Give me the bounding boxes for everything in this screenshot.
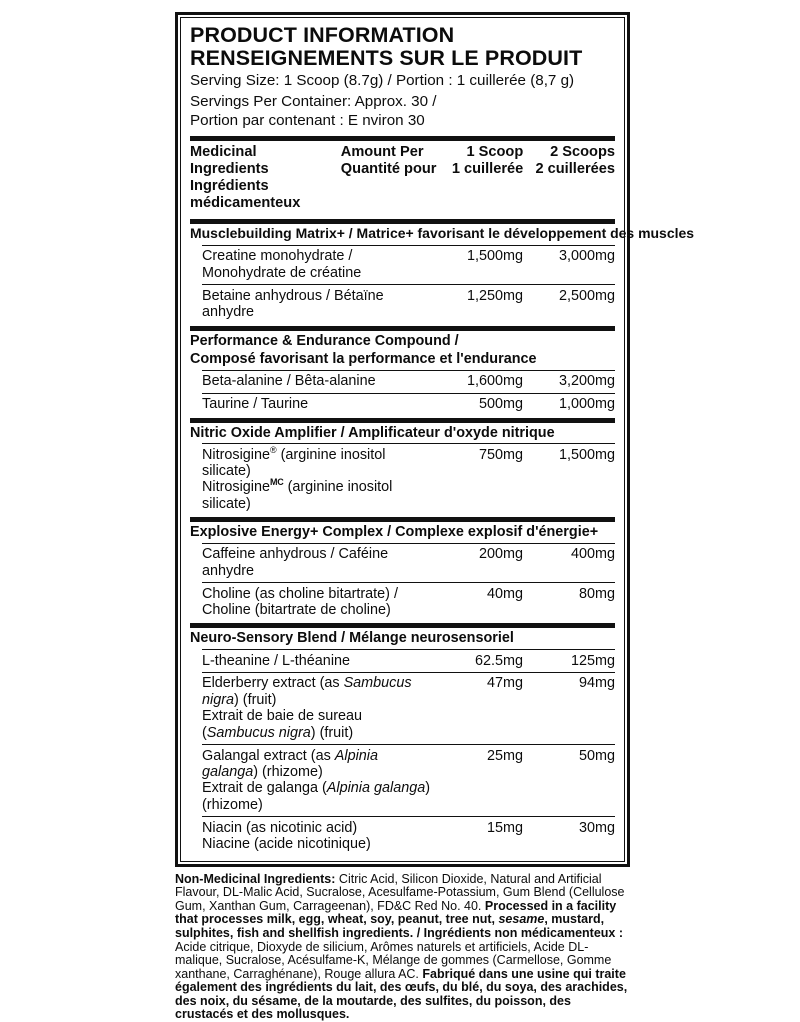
ingredient-section xyxy=(190,628,615,855)
ingredient-amount-1-scoop: 25mg xyxy=(487,747,523,764)
ingredient-section xyxy=(190,224,695,330)
label-title-fr: RENSEIGNEMENTS SUR LE PRODUIT xyxy=(190,46,583,70)
ingredient-amount-2-scoops: 2,500mg xyxy=(558,287,615,304)
ingredient-section xyxy=(190,423,615,523)
section-heading: Nitric Oxide Amplifier / Amplificateur d'oxyde nitrique xyxy=(190,424,555,441)
ingredient-amount-2-scoops: 400mg xyxy=(570,546,615,563)
section-heading: Musclebuilding Matrix+ / Matrice+ favorisant le développement des muscles xyxy=(190,226,695,243)
ingredient-row xyxy=(202,745,615,816)
ingredient-row xyxy=(202,246,615,284)
ingredient-name: Choline (as choline bitartrate) / Choline (bitartrate de choline) xyxy=(202,586,437,619)
ingredient-name-fr: Extrait de baie de sureau (Sambucus nigra) (fruit) xyxy=(202,708,362,741)
ingredient-amount-2-scoops: 30mg xyxy=(579,819,615,836)
ingredient-name: Taurine / Taurine xyxy=(202,396,309,413)
ingredient-name-fr: Extrait de galanga (Alpinia galanga) (rhizome) xyxy=(202,780,431,813)
footnote-allergen-en: Processed in a facility that processes milk, egg, wheat, soy, peanut, tree nut, sesame, mustard, sulphites, fish and shellfish ingredients. xyxy=(175,898,617,940)
ingredient-row xyxy=(202,371,615,393)
footnote-label-en: Non-Medicinal Ingredients: xyxy=(175,871,336,886)
ingredient-amount-1-scoop: 40mg xyxy=(487,585,523,602)
non-medicinal-ingredients xyxy=(175,873,630,1022)
section-heading-line2: Composé favorisant la performance et l'endurance xyxy=(190,351,537,368)
section-rows xyxy=(190,649,615,855)
column-header-scoop1-en: 1 Scoop xyxy=(466,143,524,160)
ingredient-row xyxy=(202,285,615,323)
ingredient-name: Beta-alanine / Bêta-alanine xyxy=(202,373,376,390)
footnote-label-fr: / Ingrédients non médicamenteux : xyxy=(413,925,623,940)
ingredient-name: Elderberry extract (as Sambucus nigra) (fruit) Extrait de baie de sureau (Sambucus nigra) (fruit) xyxy=(202,675,437,741)
column-header-scoop1-fr: 1 cuillerée xyxy=(451,160,524,177)
section-rows xyxy=(190,543,615,622)
label-title-en: PRODUCT INFORMATION xyxy=(190,23,455,47)
ingredient-section xyxy=(190,331,615,423)
ingredient-row xyxy=(202,817,615,855)
ingredient-amount-2-scoops: 50mg xyxy=(579,747,615,764)
section-heading: Explosive Energy+ Complex / Complexe explosif d'énergie+ xyxy=(190,524,599,541)
serving-size: Serving Size: 1 Scoop (8.7g) / Portion : 1 cuillerée (8,7 g) xyxy=(190,72,575,89)
column-header-amount-en: Amount Per xyxy=(340,143,424,160)
servings-per-container-fr: Portion par contenant : E nviron 30 xyxy=(190,112,425,129)
ingredient-amount-2-scoops: 3,000mg xyxy=(558,248,615,265)
ingredient-amount-2-scoops: 94mg xyxy=(579,675,615,692)
footnote-body-en: Citric Acid, Silicon Dioxide, Natural and Artificial Flavour, DL-Malic Acid, Sucralose, Acesulfame-Potassium, Gum Blend (Cellulose Gum, Xanthan Gum, Carrageenan), FD&C Red No. 40. xyxy=(175,871,625,913)
ingredient-name: Niacin (as nicotinic acid) Niacine (acide nicotinique) xyxy=(202,820,437,853)
ingredient-amount-1-scoop: 1,600mg xyxy=(466,373,523,390)
column-header-scoop2-en: 2 Scoops xyxy=(550,143,615,160)
ingredient-amount-2-scoops: 125mg xyxy=(570,652,615,669)
ingredient-amount-2-scoops: 80mg xyxy=(579,585,615,602)
column-header-scoop2-fr: 2 cuillerées xyxy=(535,160,615,177)
ingredient-row xyxy=(202,673,615,744)
column-header-amount-fr: Quantité pour xyxy=(340,160,437,177)
label-frame-outer xyxy=(175,12,695,867)
ingredient-amount-2-scoops: 3,200mg xyxy=(558,373,615,390)
ingredient-sections xyxy=(190,224,695,855)
section-heading: Neuro-Sensory Blend / Mélange neurosensoriel xyxy=(190,630,514,647)
product-information-label xyxy=(175,12,695,1022)
footnote-allergen-fr: Fabriqué dans une usine qui traite également des ingrédients du lait, des œufs, du blé, du soya, des arachides, des noix, du sésame, de la moutarde, des sulfites, du poisson, des crustacés et des mollusques. xyxy=(175,966,628,1022)
servings-per-container-en: Servings Per Container: Approx. 30 / xyxy=(190,92,437,110)
section-rows xyxy=(190,245,615,324)
section-rows xyxy=(190,443,615,515)
ingredient-section xyxy=(190,522,615,628)
ingredient-row xyxy=(202,394,615,416)
ingredient-row xyxy=(202,544,615,582)
column-header-name-en: Medicinal Ingredients xyxy=(190,143,269,177)
label-frame-inner xyxy=(180,17,695,862)
ingredient-name: Betaine anhydrous / Bétaïne anhydre xyxy=(202,287,384,321)
ingredient-amount-1-scoop: 47mg xyxy=(487,675,523,692)
ingredient-row xyxy=(202,444,615,515)
ingredient-name: Nitrosigine® (arginine inositol silicate) Nitrosigine$^{MC}$ (arginine inositol silicate) xyxy=(202,447,437,513)
ingredient-name: Galangal extract (as Alpinia galanga) (rhizome) Extrait de galanga (Alpinia galanga) (rhizome) xyxy=(202,747,431,813)
column-header-name-fr-2: médicamenteux xyxy=(190,195,301,212)
ingredient-row xyxy=(202,650,615,672)
ingredient-name-fr: Niacine (acide nicotinique) xyxy=(202,836,371,853)
ingredient-amount-1-scoop: 1,500mg xyxy=(466,248,523,265)
column-header-name-fr-1: Ingrédients xyxy=(190,177,269,194)
ingredient-amount-2-scoops: 1,500mg xyxy=(558,446,615,463)
footnote-body-fr: Acide citrique, Dioxyde de silicium, Arômes naturels et artificiels, Acide DL-malique, Sucralose, Acésulfame-K, Mélange de gommes (Carmellose, Gomme xanthane, Carraghénane), Rouge allura AC. xyxy=(175,939,612,981)
ingredient-name: Caffeine anhydrous / Caféine anhydre xyxy=(202,546,389,579)
column-header-row xyxy=(190,141,615,215)
ingredient-amount-1-scoop: 500mg xyxy=(478,396,523,413)
ingredient-amount-1-scoop: 200mg xyxy=(478,546,523,563)
ingredient-name: L-theanine / L-théanine xyxy=(202,652,351,669)
ingredient-amount-1-scoop: 1,250mg xyxy=(466,287,523,304)
ingredient-amount-1-scoop: 62.5mg xyxy=(475,652,523,669)
ingredient-amount-2-scoops: 1,000mg xyxy=(558,396,615,413)
ingredient-row xyxy=(202,583,615,621)
ingredient-name: Creatine monohydrate / Monohydrate de créatine xyxy=(202,248,362,281)
ingredient-name-fr: Choline (bitartrate de choline) xyxy=(202,602,391,619)
ingredient-amount-1-scoop: 750mg xyxy=(478,446,523,463)
ingredient-amount-1-scoop: 15mg xyxy=(487,819,523,836)
section-rows xyxy=(190,370,615,416)
section-heading: Performance & Endurance Compound / xyxy=(190,332,459,349)
ingredient-name-fr: Nitrosigine$^{MC}$ (arginine inositol silicate) xyxy=(202,477,393,512)
